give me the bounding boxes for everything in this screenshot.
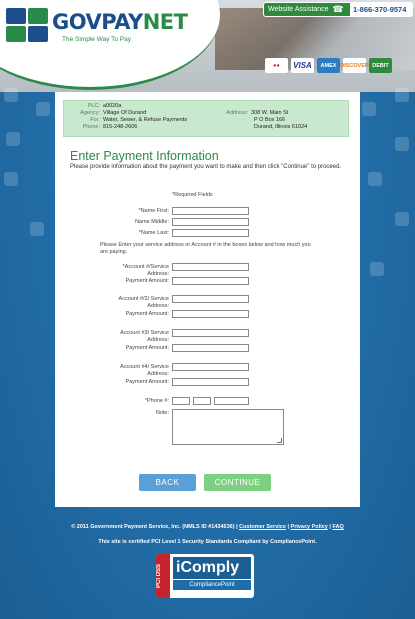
agency-value: Village Of Durand [103,110,147,116]
account-help-text: Please Enter your service address or Account # in the boxes below and how much you are paying. [100,242,311,255]
amex-icon: AMEX [317,58,340,73]
plc-value: a0020a [103,103,122,109]
payment3-label: Payment Amount: [125,345,169,351]
website-assistance-label: Website Assistance [268,6,329,13]
phone-icon: ☎ [332,4,344,14]
agency-label: Agency: [80,110,100,116]
pci-compliance-text: This site is certified PCI Level 1 Security Standards Compliant by CompliancePoint. [98,539,317,545]
first-name-input[interactable] [172,207,249,215]
payment2-label: Payment Amount: [125,311,169,317]
phone-line-input[interactable] [214,397,249,405]
copyright-text: © 2011 Government Payment Service, Inc. (NMLS ID #1434636) | [71,524,238,530]
debit-icon: DEBIT [369,58,392,73]
faq-link[interactable]: FAQ [332,524,344,530]
account3-input[interactable] [172,329,249,337]
address-line1: 308 W. Main St [251,110,289,116]
last-name-input[interactable] [172,229,249,237]
brand-name[interactable]: GOVPAYNET [52,10,188,34]
payment4-input[interactable] [172,378,249,386]
decorative-icon [368,172,382,186]
icomply-badge[interactable] [156,554,254,598]
account3-label: Account #3/ Service Address: [120,330,169,343]
accepted-cards [265,58,392,73]
account1-input[interactable] [172,263,249,271]
last-name-label: *Name Last: [138,230,169,236]
address-line3: Durand, Illinois 61024 [254,124,308,130]
decorative-icon [4,88,18,102]
decorative-icon [370,262,384,276]
phone-label: Phone: [82,124,100,130]
decorative-icon [6,132,20,146]
website-assistance-bar [263,2,413,17]
phone-prefix-input[interactable] [193,397,211,405]
payment-form-panel [55,92,360,507]
phone-value: 815-248-2606 [103,124,138,130]
decorative-icon [395,212,409,226]
account1-label: *Account #/Service Address: [122,264,169,277]
assistance-phone-number: 1-866-370-9574 [350,3,412,16]
brand-logo-icon [6,8,50,44]
footer-separator: | [287,524,291,530]
plc-label: PLC: [87,103,100,109]
mastercard-icon: ●● [265,58,288,73]
payment1-input[interactable] [172,277,249,285]
footer-separator: | [329,524,333,530]
address-label: Address: [226,110,248,116]
address-line2: P O Box 166 [254,117,286,123]
decorative-icon [36,102,50,116]
back-button[interactable]: BACK [139,474,196,491]
payment3-input[interactable] [172,344,249,352]
brand-tagline: The Simple Way To Pay [62,36,131,43]
visa-icon: VISA [291,58,314,73]
footer-links [0,524,415,530]
discover-icon: DISCOVER [343,58,366,73]
payment2-input[interactable] [172,310,249,318]
for-label: For: [90,117,100,123]
site-header [0,0,415,92]
phone-area-code-input[interactable] [172,397,190,405]
account4-input[interactable] [172,363,249,371]
note-label: Note: [155,410,169,416]
phone-number-label: *Phone #: [144,398,169,404]
decorative-icon [362,102,376,116]
pci-dss-label: PCI DSS [156,554,170,598]
payment4-label: Payment Amount: [125,379,169,385]
privacy-policy-link[interactable]: Privacy Policy [290,524,328,530]
middle-name-input[interactable] [172,218,249,226]
decorative-icon [30,222,44,236]
customer-service-link[interactable]: Customer Service [239,524,286,530]
plc-info-box [63,100,349,137]
first-name-label: *Name First: [138,208,169,214]
form-intro: Please provide information about the payment you want to make and then click "Continue" to proceed. [70,164,342,170]
continue-button[interactable]: CONTINUE [204,474,271,491]
middle-name-label: Name Middle: [135,219,169,225]
account4-label: Account #4/ Service Address: [120,364,169,377]
account2-label: Account #/2/ Service Address: [118,296,169,309]
decorative-icon [4,172,18,186]
note-textarea[interactable] [172,409,284,445]
account2-input[interactable] [172,295,249,303]
required-fields-note: *Required Fields [172,192,213,198]
page-title: Enter Payment Information [70,149,219,163]
compliancepoint-text: CompliancePoint [173,580,251,590]
payment1-label: Payment Amount: [125,278,169,284]
for-value: Water, Sewer, & Refuse Payments [103,117,188,123]
resize-handle-icon[interactable] [277,438,282,443]
decorative-icon [395,137,409,151]
icomply-logo-text: iComply [173,557,251,579]
decorative-icon [395,88,409,102]
